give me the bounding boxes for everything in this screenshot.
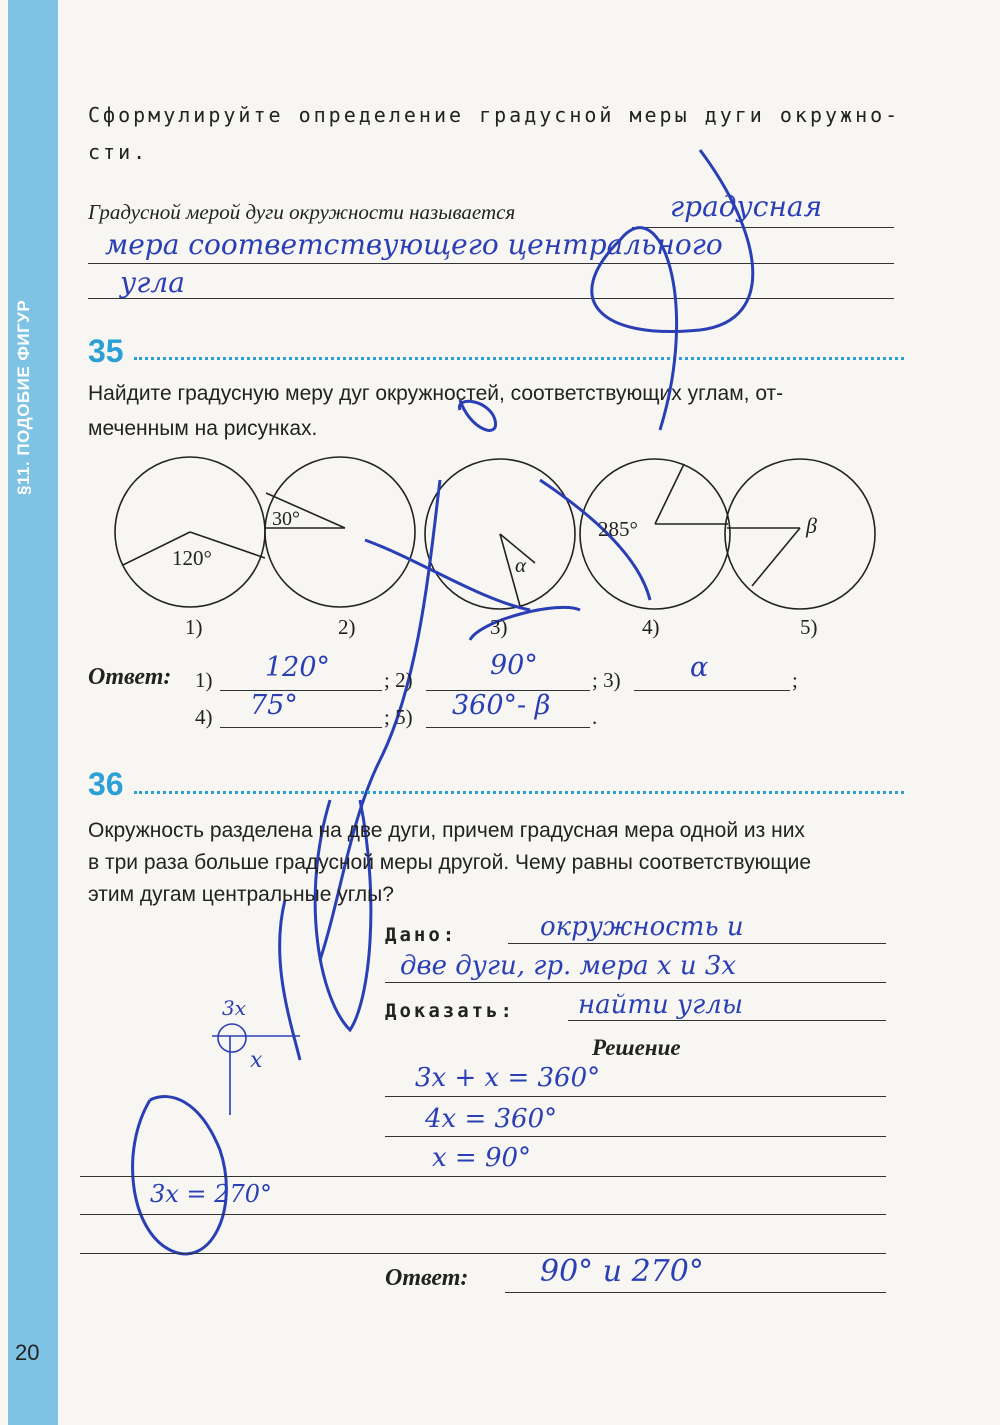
figure-circle-2 — [265, 457, 415, 607]
answer-line — [568, 1020, 886, 1021]
answer-5-value: 360°- β — [452, 690, 551, 721]
figure-circle-5 — [725, 459, 875, 609]
prove-value: найти углы — [578, 990, 743, 1020]
figure-5-angle: β — [806, 513, 817, 538]
answer-3-prefix: ; 3) — [592, 668, 621, 692]
handwritten-answer: градусная — [670, 190, 823, 223]
page-number: 20 — [15, 1340, 40, 1365]
task36-line2: в три раза больше градусной меры другой. Чему равны соответствующие — [88, 851, 812, 874]
figure-1-angle: 120° — [172, 546, 212, 570]
answer-line — [80, 1176, 886, 1177]
answer-label: Ответ: — [88, 664, 172, 690]
figure-3-angle: α — [515, 553, 527, 577]
chapter-title: §11. ПОДОБИЕ ФИГУР — [14, 299, 33, 495]
answer-1-prefix: 1) — [195, 668, 213, 692]
answer-1-value: 120° — [265, 652, 331, 683]
answer-line — [426, 727, 590, 728]
task35-line2: меченным на рисунках. — [88, 417, 318, 440]
answer-line — [385, 982, 886, 983]
figure-circle-3 — [425, 459, 575, 609]
task36-line1: Окружность разделена на две дуги, причем градусная мера одной из них — [88, 819, 805, 842]
solution-label: Решение — [592, 1035, 681, 1060]
task34-line2: сти. — [88, 140, 149, 164]
answer-label: Ответ: — [385, 1265, 469, 1291]
figure-2-caption: 2) — [338, 615, 356, 639]
task34-prompt: Градусной мерой дуги окружности называется — [88, 200, 516, 224]
answer-line — [385, 1096, 886, 1097]
task-number: 36 — [88, 766, 124, 802]
given-value: две дуги, гр. мера x и 3x — [400, 951, 737, 981]
solution-step: 3x = 270° — [150, 1180, 272, 1208]
handwritten-answer: мера соответствующего центрального — [105, 228, 723, 261]
given-label: Дано: — [385, 924, 458, 946]
sketch-label-x: x — [250, 1048, 263, 1073]
prove-label: Доказать: — [385, 1000, 515, 1022]
solution-step: 3x + x = 360° — [415, 1063, 601, 1093]
task36-line3: этим дугам центральные углы? — [88, 883, 394, 906]
task-number: 35 — [88, 333, 124, 369]
answer-line — [220, 690, 382, 691]
solution-step: x = 90° — [432, 1143, 532, 1173]
figure-3-caption: 3) — [490, 615, 508, 639]
figure-5-caption: 5) — [800, 615, 818, 639]
answer-line — [220, 727, 382, 728]
answer-4-value: 75° — [250, 690, 298, 721]
sketch-label-3x: 3x — [222, 996, 247, 1020]
answer-3-value: α — [690, 652, 709, 683]
answer-5-prefix: ; 5) — [384, 705, 413, 729]
answer-end: . — [592, 705, 598, 729]
answer-line — [80, 1253, 886, 1254]
answer-2-prefix: ; 2) — [384, 668, 413, 692]
figure-4-angle: 285° — [598, 517, 638, 541]
task34-line1: Сформулируйте определение градусной меры дуги окружно- — [88, 103, 901, 127]
answer-line — [385, 1136, 886, 1137]
answer-separator: ; — [792, 668, 798, 692]
figure-4-caption: 4) — [642, 615, 660, 639]
answer-line — [505, 1292, 886, 1293]
solution-step: 4x = 360° — [425, 1104, 558, 1134]
answer-line — [80, 1214, 886, 1215]
answer-line — [634, 690, 790, 691]
task35-line1: Найдите градусную меру дуг окружностей, соответствующих углам, от- — [88, 382, 784, 405]
dotted-divider — [134, 791, 904, 794]
given-value: окружность и — [540, 912, 744, 942]
figure-circle-1 — [115, 457, 265, 607]
final-answer: 90° и 270° — [540, 1254, 704, 1289]
figure-1-caption: 1) — [185, 615, 203, 639]
handwritten-answer: угла — [120, 266, 185, 299]
answer-4-prefix: 4) — [195, 705, 213, 729]
answer-2-value: 90° — [490, 650, 538, 681]
figure-2-angle: 30° — [272, 508, 300, 530]
answer-line — [508, 943, 886, 944]
